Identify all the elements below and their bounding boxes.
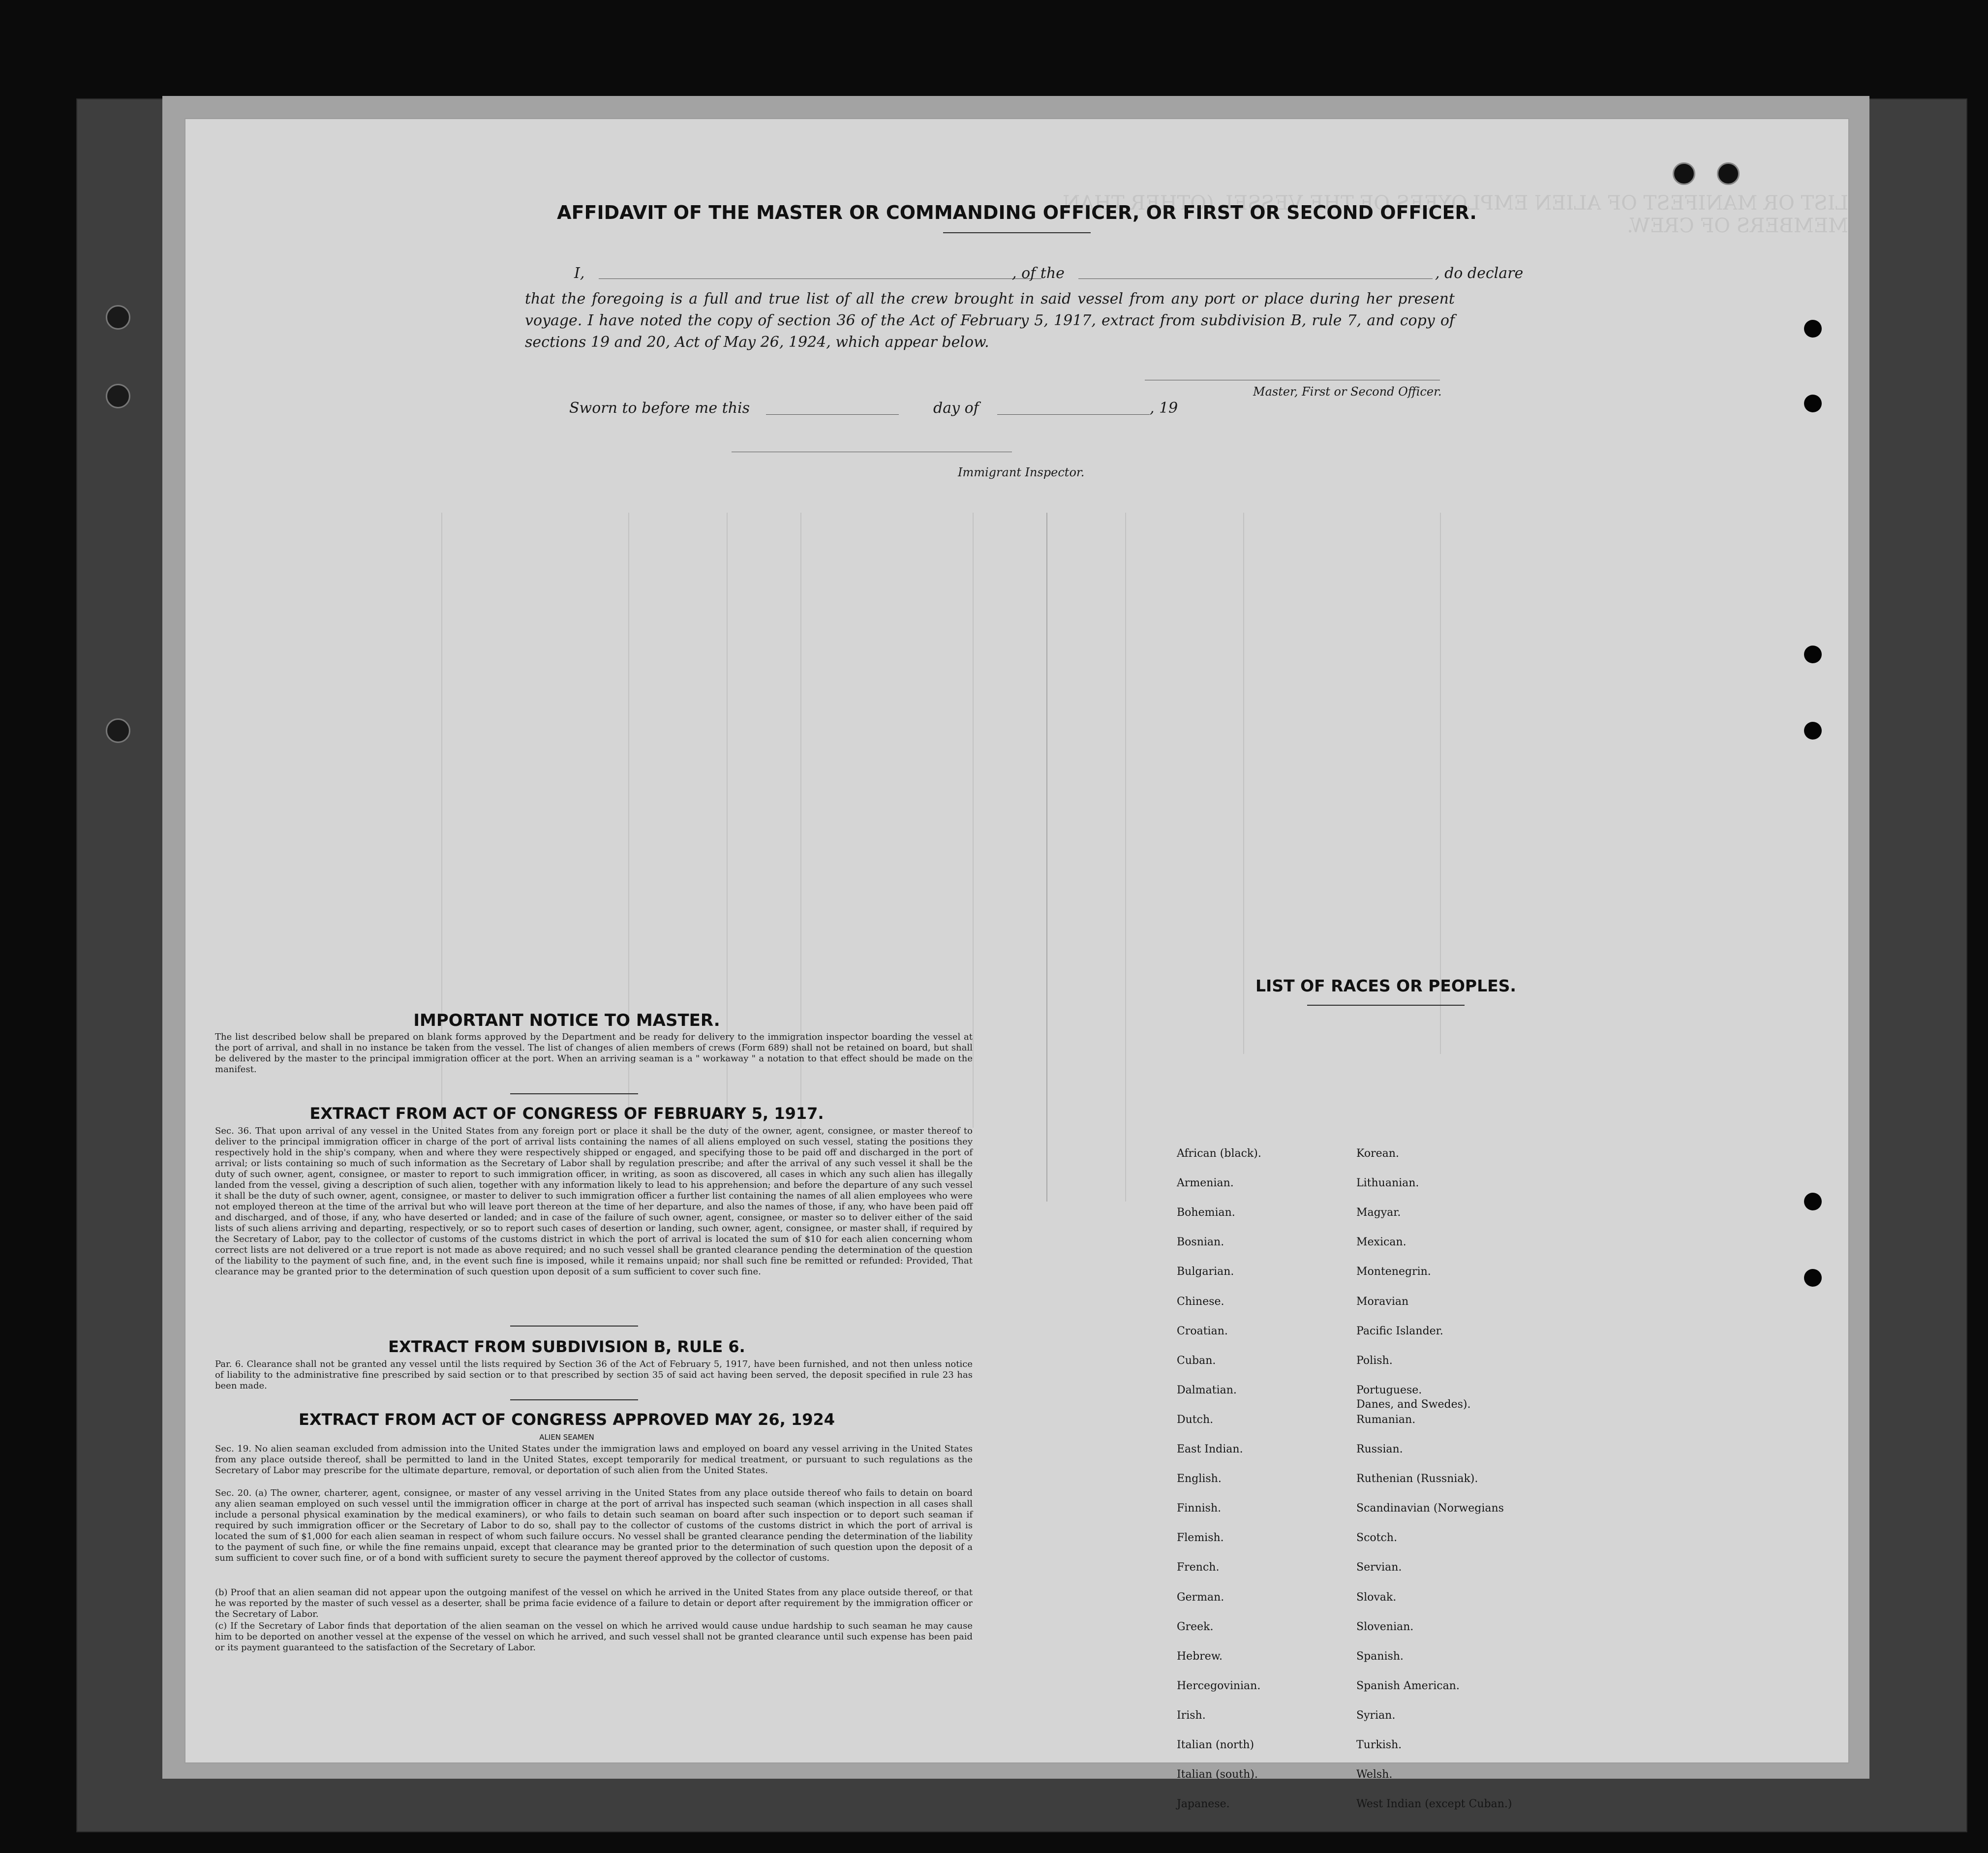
race-item-left: Armenian. — [1177, 1177, 1234, 1190]
race-item-left: African (black). — [1177, 1147, 1261, 1160]
race-item-right: Scotch. — [1356, 1532, 1397, 1544]
race-item-right: Spanish American. — [1356, 1679, 1460, 1692]
punch-hole — [1804, 722, 1822, 740]
declare-i: I, — [574, 265, 585, 282]
race-item-right: Russian. — [1356, 1443, 1403, 1455]
race-item-right: Mexican. — [1356, 1236, 1407, 1249]
bleed-rule — [1243, 513, 1244, 1054]
race-item-left: Irish. — [1177, 1709, 1206, 1722]
races-title: LIST OF RACES OR PEOPLES. — [1255, 976, 1516, 995]
race-item-right: Servian. — [1356, 1561, 1402, 1574]
race-item-right: Scandinavian (Norwegians — [1356, 1502, 1504, 1515]
race-item-right: Slovenian. — [1356, 1620, 1414, 1633]
race-item-right: Spanish. — [1356, 1650, 1404, 1663]
race-item-left: East Indian. — [1177, 1443, 1243, 1455]
race-item-left: English. — [1177, 1473, 1222, 1485]
punch-hole — [1804, 646, 1822, 663]
notice-title: IMPORTANT NOTICE TO MASTER. — [413, 1011, 720, 1030]
blank-month — [997, 414, 1150, 415]
race-item-right: Pacific Islander. — [1356, 1325, 1443, 1337]
sec-19-body: Sec. 19. No alien seaman excluded from admission into the United States under the immigration laws and employed on board any vessel arriving in the United States from any place outside thereof, shall be permitted to land in the United States, except temporarily for medical treatment, or pursuant to such regulations as the Secretary of Labor may prescribe for the ultimate departure, removal, or deportation of such alien from the United States. — [215, 1444, 973, 1476]
affidavit-body: that the foregoing is a full and true list of all the crew brought in said vessel from any port or place during her present voyage. I have noted the copy of section 36 of the Act of February 5, 1917, extract from subdivision B, rule 7, and copy of sections 19 and 20, Act of May 26, 1924, which appear below. — [525, 290, 1455, 351]
punch-hole — [1804, 320, 1822, 338]
race-item-left: Dutch. — [1177, 1413, 1214, 1426]
race-item-left: Italian (south). — [1177, 1768, 1258, 1781]
master-signature-label: Master, First or Second Officer. — [1253, 385, 1442, 399]
punch-hole — [1804, 1269, 1822, 1287]
race-item-left: Hebrew. — [1177, 1650, 1223, 1663]
sworn-label: Sworn to before me this — [569, 400, 750, 417]
bleed-rule — [973, 513, 974, 1128]
bleed-header: LIST OR MANIFEST OF ALIEN EMPLOYEES OF THE VESSEL (OTHER THAN MEMBERS OF CREW. — [1063, 192, 1848, 237]
extract-1924-title: EXTRACT FROM ACT OF CONGRESS APPROVED MAY 26, 1924 — [298, 1410, 835, 1429]
race-item-right: Lithuanian. — [1356, 1177, 1419, 1190]
divider — [510, 1093, 638, 1094]
notice-body: The list described below shall be prepared on blank forms approved by the Department and be ready for delivery to the immigration inspector boarding the vessel at the port of arrival, and shall in no instance be taken from the vessel. The list of changes of alien members of crews (Form 689) shall not be retained on board, but shall be delivered by the master to the principal immigration officer at the port. When an arriving seaman is a " workaway " a notation to that effect should be made on the manifest. — [215, 1032, 973, 1075]
race-item-continuation: Danes, and Swedes). — [1356, 1398, 1471, 1411]
race-item-left: Italian (north) — [1177, 1739, 1254, 1751]
binder-hole — [106, 384, 130, 408]
divider — [510, 1399, 638, 1400]
race-item-left: Bulgarian. — [1177, 1266, 1234, 1278]
race-item-left: Flemish. — [1177, 1532, 1224, 1544]
extract-1917-body: Sec. 36. That upon arrival of any vessel in the United States from any foreign port or place it shall be the duty of the owner, agent, consignee, or master thereof to deliver to the principal immigration officer in charge of the port of arrival lists containing the names of all aliens employed on such vessel, stating the positions they respectively hold in the ship's company, when and where they were respectively shipped or engaged, and specifying those to be paid off and discharged in the port of arrival; or lists containing so much of such information as the Secretary of Labor shall by regulation prescribe; and after the arrival of any such vessel it shall be the duty of such owner, agent, consignee, or master to report to such immigration officer, in writing, as soon as discovered, all cases in which any such alien has illegally landed from the vessel, giving a description of such alien, together with any information likely to lead to his apprehension; and before the departure of any such vessel it shall be the duty of such owner, agent, consignee, or master to deliver to such immigration officer a further list containing the names of all alien employees who were not employed thereon at the time of the arrival but who will leave port thereon at the time of her departure, and also the names of those, if any, who have been paid off and discharged, and of those, if any, who have deserted or landed; and in case of the failure of such owner, agent, consignee, or master so to deliver either of the said lists of such aliens arriving and departing, respectively, or so to report such cases of desertion or landing, such owner, agent, consignee, or master shall, if required by the Secretary of Labor, pay to the collector of customs of the customs district in which the port of arrival is located the sum of $10 for each alien concerning whom correct lists are not delivered or a true report is not made as above required; and no such vessel shall be granted clearance pending the determination of the question of the liability to the payment of such fine, and, in the event such fine is imposed, while it remains unpaid; nor shall such fine be remitted or refunded: Provided, That clearance may be granted prior to the determination of such question upon deposit of a sum sufficient to cover such fine. — [215, 1126, 973, 1277]
race-item-left: German. — [1177, 1591, 1224, 1604]
race-item-left: Bohemian. — [1177, 1206, 1235, 1219]
title-underline — [943, 232, 1091, 233]
race-item-left: Bosnian. — [1177, 1236, 1224, 1249]
bleed-rule — [1125, 513, 1126, 1202]
declare-of-the: , of the — [1012, 265, 1065, 282]
race-item-right: Rumanian. — [1356, 1413, 1416, 1426]
bleed-rule — [1440, 513, 1441, 1054]
binder-hole — [1717, 162, 1740, 185]
race-item-right: Polish. — [1356, 1354, 1393, 1367]
divider — [510, 1326, 638, 1327]
race-item-right: West Indian (except Cuban.) — [1356, 1798, 1512, 1811]
year-label: , 19 — [1150, 400, 1178, 417]
day-of-label: day of — [933, 400, 979, 417]
punch-hole — [1804, 1193, 1822, 1210]
binder-hole — [106, 305, 130, 330]
race-item-right: Turkish. — [1356, 1739, 1402, 1751]
sec-20b-body: (b) Proof that an alien seaman did not appear upon the outgoing manifest of the vessel on which he arrived in the United States from any place outside thereof, or that he was reported by the master of such vessel as a deserter, shall be prima facie evidence of a failure to detain or deport after requirement by the immigration officer or the Secretary of Labor. — [215, 1587, 973, 1619]
race-item-right: Moravian — [1356, 1295, 1409, 1308]
binder-hole — [106, 718, 130, 743]
race-item-right: Magyar. — [1356, 1206, 1401, 1219]
race-item-left: Greek. — [1177, 1620, 1214, 1633]
punch-hole — [1804, 395, 1822, 412]
rule-6-title: EXTRACT FROM SUBDIVISION B, RULE 6. — [388, 1337, 745, 1356]
races-underline — [1307, 1005, 1465, 1006]
sec-20a-body: Sec. 20. (a) The owner, charterer, agent, consignee, or master of any vessel arriving in the United States from any place outside thereof who fails to detain on board any alien seaman employed on such vessel until the immigration officer in charge at the port of arrival has inspected such seaman (which inspection in all cases shall include a personal physical examination by the medical examiners), or who fails to detain such seaman on board after such inspection or to deport such seaman if required by such immigration officer or the Secretary of Labor to do so, shall pay to the collector of customs of the customs district in which the port of arrival is located the sum of $1,000 for each alien seaman in respect of whom such failure occurs. No vessel shall be granted clearance pending the determination of the liability to the payment of such fine, or while the fine remains unpaid, except that clearance may be granted prior to the determination of such question upon the deposit of a sum sufficient to cover such fine, or of a bond with sufficient surety to secure the payment thereof approved by the collector of customs. — [215, 1488, 973, 1563]
extract-1924-subtitle: ALIEN SEAMEN — [539, 1433, 594, 1442]
manifest-page — [184, 118, 1849, 1811]
race-item-right: Welsh. — [1356, 1768, 1393, 1781]
blank-name — [599, 278, 1041, 279]
bleed-rule — [1046, 513, 1047, 1202]
extract-1917-title: EXTRACT FROM ACT OF CONGRESS OF FEBRUARY 5, 1917. — [309, 1104, 824, 1123]
sec-20c-body: (c) If the Secretary of Labor finds that deportation of the alien seaman on the vessel on which he arrived would cause undue hardship to such seaman he may cause him to be deported on another vessel at the expense of the vessel on which he arrived, and such vessel shall not be granted clearance until such expense has been paid or its payment guaranteed to the satisfaction of the Secretary of Labor. — [215, 1621, 973, 1653]
inspector-label: Immigrant Inspector. — [958, 465, 1085, 479]
race-item-right: Ruthenian (Russniak). — [1356, 1473, 1478, 1485]
race-item-right: Montenegrin. — [1356, 1266, 1431, 1278]
race-item-left: Chinese. — [1177, 1295, 1224, 1308]
blank-day — [766, 414, 899, 415]
race-item-left: Croatian. — [1177, 1325, 1228, 1337]
race-item-right: Syrian. — [1356, 1709, 1396, 1722]
race-item-left: Cuban. — [1177, 1354, 1216, 1367]
binder-hole — [1673, 162, 1695, 185]
race-item-left: Dalmatian. — [1177, 1384, 1237, 1396]
race-item-left: Finnish. — [1177, 1502, 1222, 1515]
race-item-right: Korean. — [1356, 1147, 1399, 1160]
blank-vessel — [1078, 278, 1433, 279]
race-item-left: French. — [1177, 1561, 1220, 1574]
race-item-left: Japanese. — [1177, 1798, 1230, 1811]
declare-end: , do declare — [1435, 265, 1524, 282]
race-item-right: Slovak. — [1356, 1591, 1397, 1604]
rule-6-body: Par. 6. Clearance shall not be granted any vessel until the lists required by Section 36 of the Act of February 5, 1917, have been furnished, and not then unless notice of liability to the administrative fine prescribed by said section or to that prescribed by section 35 of said act having been served, the deposit specified in rule 23 has been made. — [215, 1359, 973, 1391]
race-item-left: Hercegovinian. — [1177, 1679, 1261, 1692]
race-item-right: Portuguese. — [1356, 1384, 1422, 1396]
affidavit-title: AFFIDAVIT OF THE MASTER OR COMMANDING OFFICER, OR FIRST OR SECOND OFFICER. — [557, 202, 1477, 223]
